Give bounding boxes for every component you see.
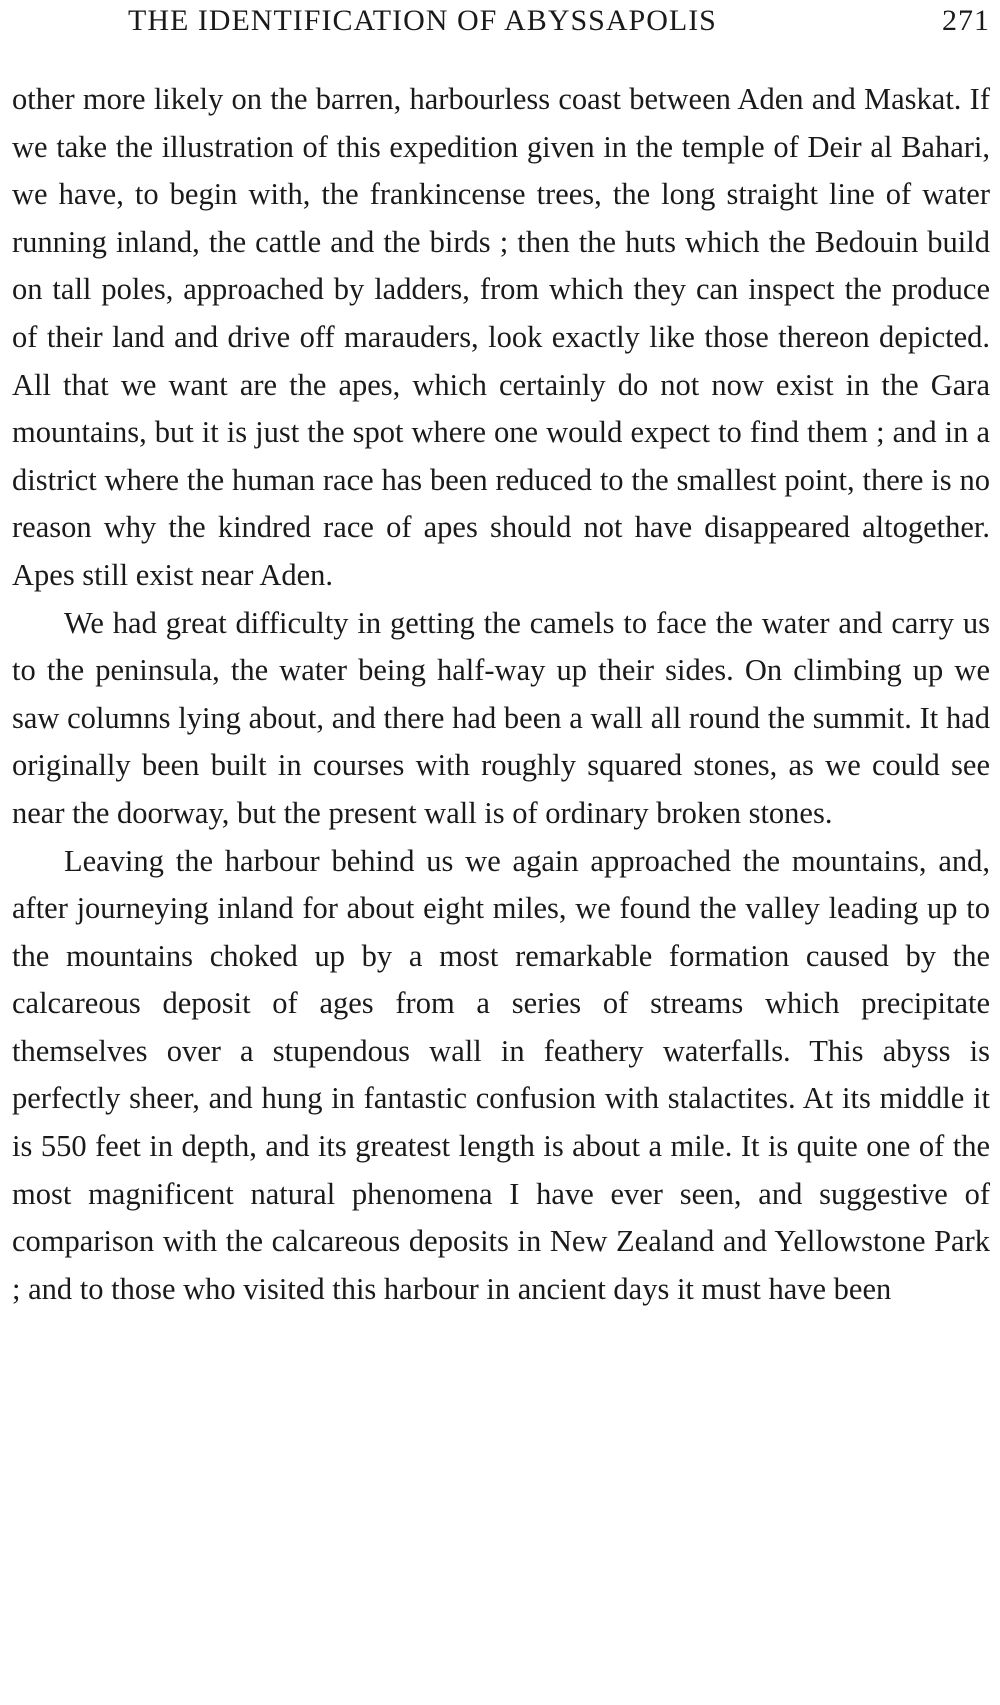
body-text [12, 76, 990, 1313]
paragraph-abyss: Leaving the harbour behind us we again approached the mountains, and, after journeying inland for about eight miles, we found the valley leading up to the mountains choked up by a most remarkable formation caused by the calcareous deposit of ages from a series of streams which precipitate themselves over a stupendous wall in feathery waterfalls. This abyss is perfectly sheer, and hung in fantastic confusion with stalactites. At its middle it is 550 feet in depth, and its greatest length is about a mile. It is quite one of the most magnificent natural phenomena I have ever seen, and suggestive of comparison with the calcareous deposits in New Zealand and Yellowstone Park ; and to those who visited this harbour in ancient days it must have been [12, 843, 990, 1306]
running-title: THE IDENTIFICATION OF ABYSSAPOLIS [128, 4, 717, 37]
running-header [12, 4, 990, 54]
paragraph-continued: other more likely on the barren, harbourless coast between Aden and Maskat. If we take the illustration of this expedition given in the temple of Deir al Bahari, we have, to begin with, the frankincense trees, the long straight line of water running inland, the cattle and the birds ; then the huts which the Bedouin build on tall poles, approached by ladders, from which they can inspect the produce of their land and drive off marauders, look exactly like those thereon depicted. All that we want are the apes, which certainly do not now exist in the Gara mountains, but it is just the spot where one would expect to find them ; and in a district where the human race has been reduced to the smallest point, there is no reason why the kindred race of apes should not have disappeared altogether. Apes still exist near Aden. [12, 82, 990, 592]
page-number: 271 [942, 4, 990, 37]
paragraph-camels: We had great difficulty in getting the camels to face the water and carry us to the peninsula, the water being half-way up their sides. On climbing up we saw columns lying about, and there had been a wall all round the summit. It had originally been built in courses with roughly squared stones, as we could see near the doorway, but the present wall is of ordinary broken stones. [12, 605, 990, 830]
